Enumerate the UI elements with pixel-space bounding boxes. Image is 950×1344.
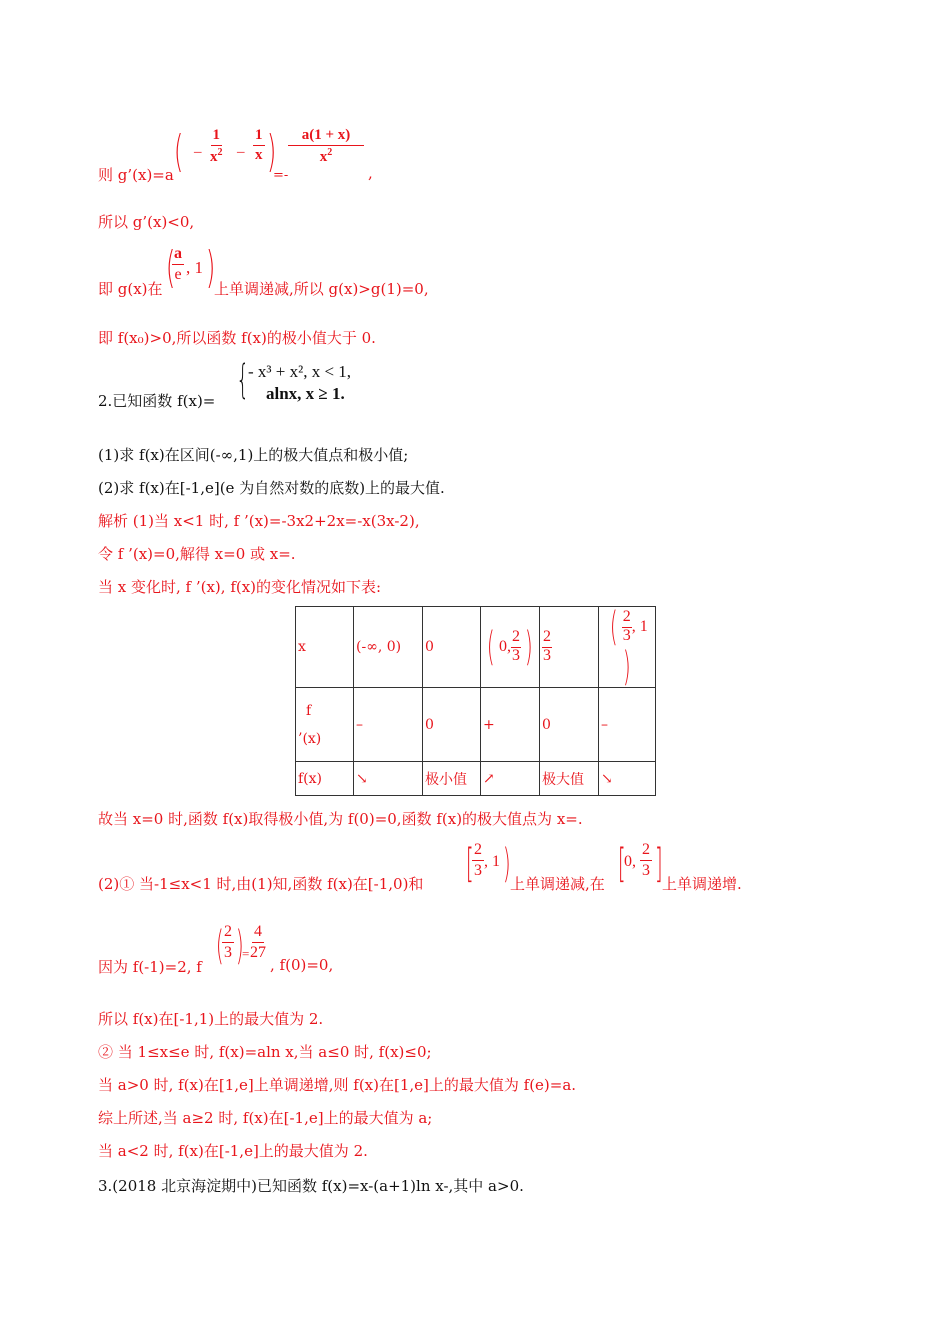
cell-f-label: f(x) [296, 762, 354, 796]
f2-den: x [255, 147, 263, 163]
table-row-f [296, 762, 656, 796]
minus-sign-2: – [237, 144, 245, 160]
cell-x-c5: ( $\frac{2}{3}$ , 1) [599, 607, 656, 688]
sol6-prefix: 因为 f(-1)=2, f [98, 958, 202, 976]
cell-f-c4: 极大值 [540, 762, 599, 796]
sol5-mid: 上单调递减,在 [510, 875, 605, 893]
sol5-prefix: (2)① 当-1≤x<1 时,由(1)知,函数 f(x)在[-1,0)和 [98, 875, 424, 893]
cell-fp-label [296, 688, 354, 762]
cell-x-c2: 0 [423, 607, 481, 688]
sol5-i2-den: 3 [642, 862, 650, 879]
sol5-frac-2 [640, 842, 652, 879]
table-row-fprime [296, 688, 656, 762]
solution-line-7: 所以 f(x)在[-1,1)上的最大值为 2. [98, 1010, 324, 1028]
f2-num: 1 [253, 128, 265, 146]
sol5-i1-den: 3 [474, 862, 482, 879]
f1-exp: 2 [217, 147, 223, 158]
sol6-value [248, 924, 268, 961]
sol5-suffix: 上单调递增. [662, 875, 742, 893]
solution-line-10: 综上所述,当 a≥2 时, f(x)在[-1,e]上的最大值为 a; [98, 1109, 433, 1127]
fp-label-a: f [306, 702, 312, 719]
sol6-val-den: 27 [250, 944, 266, 961]
solution-line-1: 解析 (1)当 x<1 时, f ’(x)=-3x2+2x=-x(3x-2), [98, 512, 420, 530]
right-paren: ) [266, 126, 277, 177]
line3-suffix: 上单调递减,所以 g(x)>g(1)=0, [214, 280, 429, 298]
equals-minus: =- [273, 168, 289, 183]
cell-x-label: x [296, 607, 354, 688]
c5-den: 3 [622, 627, 631, 644]
solution-line-8: ② 当 1≤x≤e 时, f(x)=aln x,当 a≤0 时, f(x)≤0; [98, 1043, 432, 1061]
c4-num: 2 [542, 629, 552, 648]
g-prime-prefix: 则 g’(x)=a [98, 166, 174, 184]
c5-num: 2 [622, 609, 632, 628]
cell-f-c3: ↗ [481, 762, 540, 796]
sol6-equals: = [242, 946, 250, 961]
sol5-i2-num: 2 [640, 842, 652, 861]
fraction-a-over-e [172, 246, 184, 283]
line3-den: e [174, 266, 182, 283]
cell-f-c5: ↘ [599, 762, 656, 796]
question-2: (2)求 f(x)在[-1,e](e 为自然对数的底数)上的最大值. [98, 479, 445, 497]
piecewise-case-1: - x³ + x², x < 1, [248, 362, 352, 381]
cell-fp-c3: + [481, 688, 540, 762]
c3-den: 3 [512, 647, 520, 664]
f3-exp: 2 [327, 147, 333, 158]
fraction-1-over-x2 [208, 128, 225, 165]
sol5-i1-num: 2 [472, 842, 484, 861]
variation-table [295, 606, 656, 796]
f1-num: 1 [211, 128, 223, 146]
cell-fp-c4: 0 [540, 688, 599, 762]
fraction-1-over-x [253, 128, 265, 163]
solution-line-4: 故当 x=0 时,函数 f(x)取得极小值,为 f(0)=0,函数 f(x)的极大值点为 x=. [98, 810, 583, 828]
cell-f-c2: 极小值 [423, 762, 481, 796]
solution-line-3: 当 x 变化时, f ’(x), f(x)的变化情况如下表: [98, 578, 382, 596]
piecewise-brace: { [236, 357, 250, 403]
cell-fp-c2: 0 [423, 688, 481, 762]
c3-left: 0, [499, 638, 511, 655]
problem-2-label: 2.已知函数 f(x)= [98, 392, 216, 410]
min-value-conclusion: 即 f(x₀)>0,所以函数 f(x)的极小值大于 0. [98, 329, 376, 347]
f3-num: a(1 + x) [288, 128, 364, 146]
minus-sign: – [194, 144, 202, 160]
sol5-i2-start: 0, [624, 853, 636, 870]
table-row-x [296, 607, 656, 688]
solution-line-11: 当 a<2 时, f(x)在[-1,e]上的最大值为 2. [98, 1142, 368, 1160]
fp-label-b: ’(x) [298, 730, 322, 747]
line3-num: a [172, 246, 184, 265]
cell-x-c4 [540, 607, 599, 688]
g-prime-negative: 所以 g’(x)<0, [98, 213, 195, 231]
solution-line-2: 令 f ’(x)=0,解得 x=0 或 x=. [98, 545, 296, 563]
sol6-arg [222, 924, 234, 961]
question-1: (1)求 f(x)在区间(-∞,1)上的极大值点和极小值; [98, 446, 409, 464]
left-paren: ( [173, 126, 184, 177]
sol6-arg-num: 2 [222, 924, 234, 943]
line3-right-paren: ) [205, 242, 216, 293]
sol5-frac-1 [472, 842, 484, 879]
piecewise-case-2: alnx, x ≥ 1. [266, 384, 345, 403]
f1-den: x [210, 149, 218, 165]
cell-x-c1: (-∞, 0) [354, 607, 423, 688]
sol6-val-num: 4 [252, 924, 264, 943]
cell-fp-c5: – [599, 688, 656, 762]
solution-line-9: 当 a>0 时, f(x)在[1,e]上单调递增,则 f(x)在[1,e]上的最大值为 f(e)=a. [98, 1076, 577, 1094]
fraction-a1x-over-x2 [288, 128, 364, 165]
sol6-suffix: , f(0)=0, [270, 956, 334, 974]
problem-3: 3.(2018 北京海淀期中)已知函数 f(x)=x-(a+1)ln x-,其中 a>0. [98, 1177, 524, 1195]
cell-x-c3: ( 0, $\frac{2}{3}$ ) [481, 607, 540, 688]
f3-den: x [319, 149, 328, 165]
sol5-i1-end: , 1 [484, 853, 500, 870]
line3-prefix: 即 g(x)在 [98, 280, 163, 298]
cell-fp-c1: – [354, 688, 423, 762]
interval-end: , 1 [186, 258, 203, 277]
sol6-arg-den: 3 [224, 944, 232, 961]
c3-num: 2 [511, 629, 521, 648]
c5-right: , 1 [631, 618, 648, 635]
c4-den: 3 [543, 647, 551, 664]
line1-comma: , [368, 164, 373, 182]
line3-left-paren: ( [165, 242, 176, 293]
cell-f-c1: ↘ [354, 762, 423, 796]
